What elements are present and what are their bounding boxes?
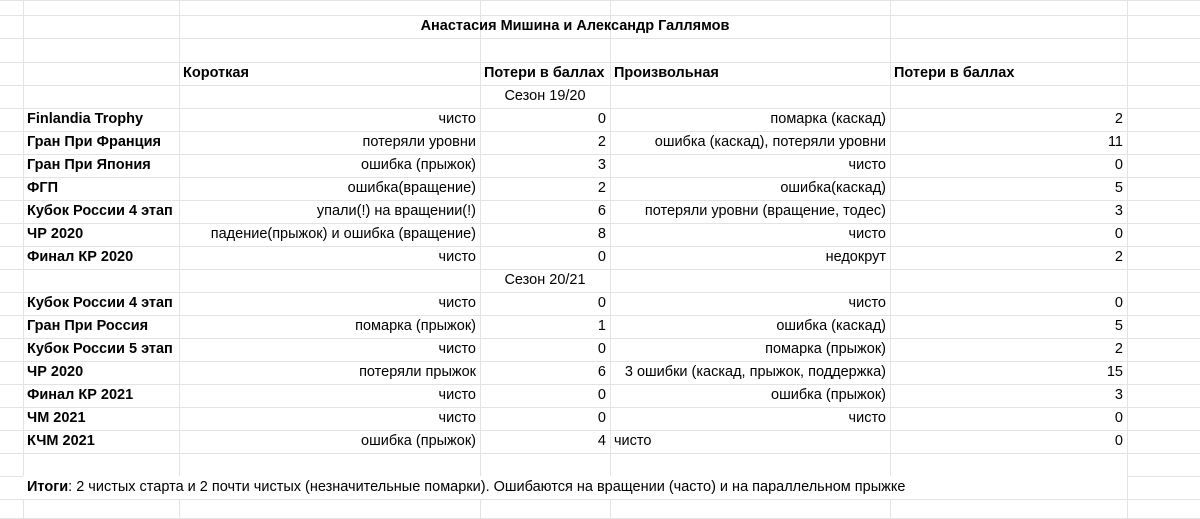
- short-loss[interactable]: 0: [597, 111, 606, 127]
- event-name[interactable]: ЧР 2020: [27, 364, 84, 380]
- event-name[interactable]: ЧМ 2021: [27, 410, 86, 426]
- short-result[interactable]: падение(прыжок) и ошибка (вращение): [210, 226, 476, 242]
- free-loss[interactable]: 3: [1114, 387, 1123, 403]
- free-loss[interactable]: 0: [1114, 410, 1123, 426]
- short-result[interactable]: помарка (прыжок): [355, 318, 476, 334]
- short-result[interactable]: чисто: [438, 111, 476, 127]
- header-short[interactable]: Короткая: [183, 65, 249, 81]
- event-name[interactable]: Гран При Япония: [27, 157, 151, 173]
- short-loss[interactable]: 0: [597, 410, 606, 426]
- short-loss[interactable]: 6: [597, 203, 606, 219]
- short-result[interactable]: ошибка (прыжок): [361, 157, 476, 173]
- free-result[interactable]: ошибка (каскад), потеряли уровни: [654, 134, 886, 150]
- free-result[interactable]: помарка (прыжок): [765, 341, 886, 357]
- event-name[interactable]: КЧМ 2021: [27, 433, 95, 449]
- short-loss[interactable]: 1: [597, 318, 606, 334]
- short-loss[interactable]: 4: [597, 433, 606, 449]
- free-result[interactable]: чисто: [848, 295, 886, 311]
- event-name[interactable]: Гран При Франция: [27, 134, 161, 150]
- free-loss[interactable]: 2: [1114, 111, 1123, 127]
- short-result[interactable]: потеряли прыжок: [359, 364, 476, 380]
- header-short-loss[interactable]: Потери в баллах: [484, 65, 605, 81]
- free-loss[interactable]: 0: [1114, 226, 1123, 242]
- short-loss[interactable]: 0: [597, 341, 606, 357]
- event-name[interactable]: ЧР 2020: [27, 226, 84, 242]
- season-label: Сезон 20/21: [504, 272, 586, 288]
- event-name[interactable]: ФГП: [27, 180, 59, 196]
- short-result[interactable]: чисто: [438, 249, 476, 265]
- event-name[interactable]: Гран При Россия: [27, 318, 149, 334]
- free-loss[interactable]: 5: [1114, 318, 1123, 334]
- short-result[interactable]: чисто: [438, 387, 476, 403]
- short-loss[interactable]: 2: [597, 180, 606, 196]
- short-result[interactable]: чисто: [438, 341, 476, 357]
- free-result[interactable]: помарка (каскад): [770, 111, 886, 127]
- header-free-loss[interactable]: Потери в баллах: [894, 65, 1015, 81]
- free-result[interactable]: ошибка (прыжок): [771, 387, 886, 403]
- free-loss[interactable]: 3: [1114, 203, 1123, 219]
- short-result[interactable]: ошибка (прыжок): [361, 433, 476, 449]
- short-loss[interactable]: 0: [597, 295, 606, 311]
- free-loss[interactable]: 11: [1107, 134, 1123, 150]
- sheet-title: Анастасия Мишина и Александр Галлямов: [420, 18, 730, 34]
- free-loss[interactable]: 0: [1114, 157, 1123, 173]
- header-free[interactable]: Произвольная: [614, 65, 719, 81]
- free-loss[interactable]: 0: [1114, 433, 1123, 449]
- free-result[interactable]: чисто: [848, 410, 886, 426]
- free-loss[interactable]: 15: [1106, 364, 1123, 380]
- event-name[interactable]: Кубок России 4 этап: [27, 203, 173, 219]
- season-label: Сезон 19/20: [504, 88, 586, 104]
- short-loss[interactable]: 0: [597, 387, 606, 403]
- free-result[interactable]: 3 ошибки (каскад, прыжок, поддержка): [624, 364, 886, 380]
- event-name[interactable]: Финал КР 2020: [27, 249, 134, 265]
- event-name[interactable]: Finlandia Trophy: [27, 111, 144, 127]
- short-loss[interactable]: 2: [597, 134, 606, 150]
- short-result[interactable]: ошибка(вращение): [347, 180, 476, 196]
- event-name[interactable]: Кубок России 5 этап: [27, 341, 173, 357]
- free-result[interactable]: ошибка (каскад): [776, 318, 886, 334]
- summary-row[interactable]: [23, 476, 1127, 499]
- free-result[interactable]: потеряли уровни (вращение, тодес): [644, 203, 886, 219]
- free-loss[interactable]: 2: [1114, 341, 1123, 357]
- short-result[interactable]: потеряли уровни: [362, 134, 476, 150]
- free-loss[interactable]: 2: [1114, 249, 1123, 265]
- free-result[interactable]: чисто: [848, 157, 886, 173]
- free-loss[interactable]: 5: [1114, 180, 1123, 196]
- short-result[interactable]: упали(!) на вращении(!): [316, 203, 476, 219]
- short-result[interactable]: чисто: [438, 295, 476, 311]
- event-name[interactable]: Финал КР 2021: [27, 387, 134, 403]
- free-result[interactable]: недокрут: [825, 249, 886, 265]
- short-loss[interactable]: 8: [597, 226, 606, 242]
- short-loss[interactable]: 6: [597, 364, 606, 380]
- short-loss[interactable]: 0: [597, 249, 606, 265]
- free-result[interactable]: ошибка(каскад): [780, 180, 886, 196]
- event-name[interactable]: Кубок России 4 этап: [27, 295, 173, 311]
- short-loss[interactable]: 3: [597, 157, 606, 173]
- summary-label: Итоги: [27, 479, 69, 495]
- summary-text: : 2 чистых старта и 2 почти чистых (незначительные помарки). Ошибаются на вращении (часто) и на параллельном прыжке: [68, 479, 906, 495]
- free-loss[interactable]: 0: [1114, 295, 1123, 311]
- free-result[interactable]: чисто: [614, 433, 652, 449]
- free-result[interactable]: чисто: [848, 226, 886, 242]
- short-result[interactable]: чисто: [438, 410, 476, 426]
